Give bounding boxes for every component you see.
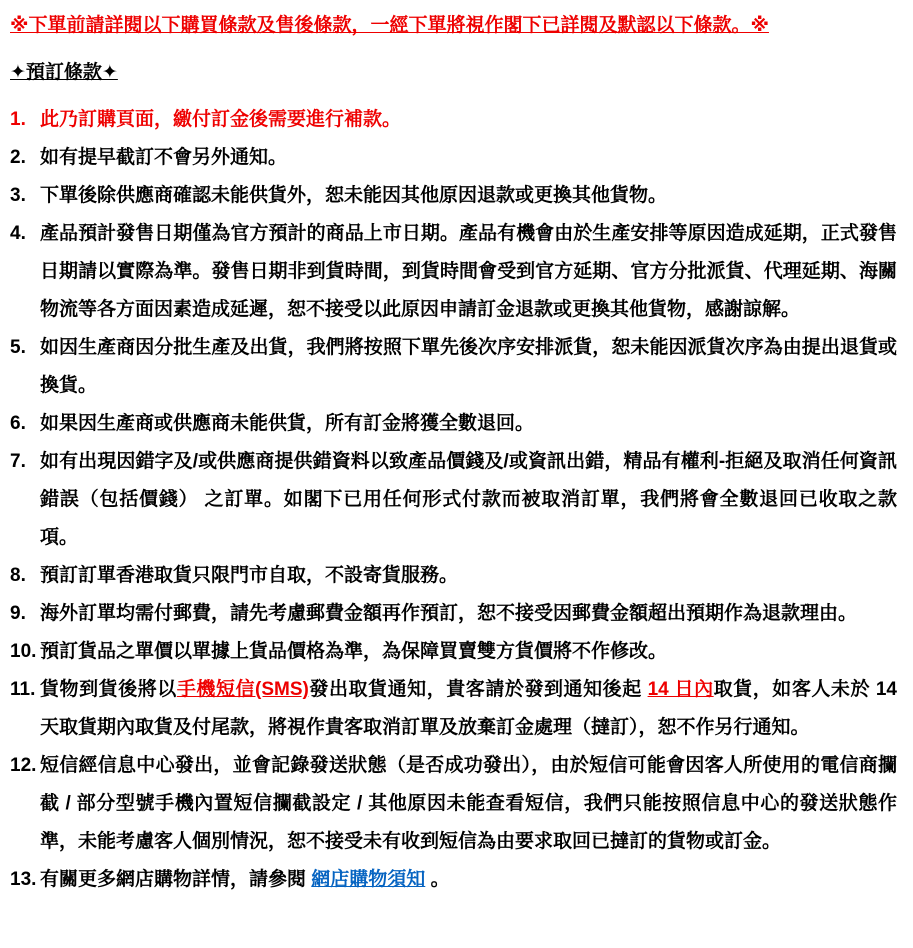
term-number: 3.	[10, 185, 26, 207]
term-item-2	[10, 139, 897, 177]
term-text-body	[40, 139, 897, 177]
term-text-segment: 預訂貨品之單價以單據上貨品價格為準，為保障買賣雙方貨價將不作修改。	[40, 641, 668, 663]
term-text-body	[40, 557, 897, 595]
term-text-segment: 貨物到貨後將以	[40, 679, 177, 701]
term-number: 11.	[10, 679, 36, 701]
term-item-10	[10, 633, 897, 671]
term-item-4	[10, 215, 897, 329]
term-text-body	[40, 595, 897, 633]
term-number: 4.	[10, 223, 26, 245]
term-text-segment: 如有出現因錯字及/或供應商提供錯資料以致產品價錢及/或資訊出錯，精品有權利-拒絕及取消任何資訊錯誤（包括價錢） 之訂單。如閣下已用任何形式付款而被取消訂單，我們將會全數退回已收取之款項。	[40, 451, 897, 549]
term-text-body	[40, 177, 897, 215]
term-text-body	[40, 861, 897, 899]
section-header-preorder-terms: ✦預訂條款✦	[10, 61, 118, 83]
term-text-body	[40, 671, 897, 747]
term-number: 5.	[10, 337, 26, 359]
term-text-body	[40, 101, 897, 139]
sms-highlight: 手機短信(SMS)	[176, 679, 309, 701]
term-number: 13.	[10, 869, 37, 891]
term-item-6	[10, 405, 897, 443]
term-text-body	[40, 329, 897, 405]
term-text-segment: 產品預計發售日期僅為官方預計的商品上市日期。產品有機會由於生產安排等原因造成延期，正式發售日期請以實際為準。發售日期非到貨時間，到貨時間會受到官方延期、官方分批派貨、代理延期、海關物流等各方面因素造成延遲，恕不接受以此原因申請訂金退款或更換其他貨物，感謝諒解。	[40, 223, 897, 321]
term-item-9	[10, 595, 897, 633]
term-number: 8.	[10, 565, 26, 587]
term-number: 7.	[10, 451, 26, 473]
term-text-segment: 海外訂單均需付郵費，請先考慮郵費金額再作預訂，恕不接受因郵費金額超出預期作為退款理由。	[40, 603, 858, 625]
term-text-segment: 有關更多網店購物詳情，請參閱	[40, 869, 312, 891]
pickup-deadline-highlight: 14 日內	[647, 679, 714, 701]
term-number: 1.	[10, 109, 26, 131]
term-text-body	[40, 633, 897, 671]
term-text-body	[40, 747, 897, 861]
page-title: ※下單前請詳閱以下購買條款及售後條款，一經下單將視作閣下已詳閱及默認以下條款。※	[10, 15, 769, 36]
term-text-segment: 。	[425, 869, 450, 891]
term-item-3	[10, 177, 897, 215]
term-number: 2.	[10, 147, 26, 169]
term-text-segment: 取貨，如客人未於 14 天取貨期內取貨及付尾款，將視作貴客取消訂單及放棄訂金處理（撻訂），恕不作另行通知。	[40, 679, 897, 739]
term-item-13	[10, 861, 897, 899]
term-text-body	[40, 443, 897, 557]
term-text-segment: 發出取貨通知，貴客請於發到通知後起	[308, 679, 648, 701]
term-number: 6.	[10, 413, 26, 435]
term-text-segment: 如有提早截訂不會另外通知。	[40, 147, 288, 169]
term-item-1	[10, 101, 897, 139]
terms-list	[10, 101, 897, 899]
term-number: 12.	[10, 755, 37, 777]
term-item-5	[10, 329, 897, 405]
term-number: 9.	[10, 603, 26, 625]
term-item-7	[10, 443, 897, 557]
term-number: 10.	[10, 641, 37, 663]
term-text-segment: 如果因生產商或供應商未能供貨，所有訂金將獲全數退回。	[40, 413, 535, 435]
term-text-body	[40, 405, 897, 443]
term-item-11	[10, 671, 897, 747]
store-guide-link[interactable]: 網店購物須知	[311, 869, 426, 891]
term-text-segment: 下單後除供應商確認未能供貨外，恕未能因其他原因退款或更換其他貨物。	[40, 185, 668, 207]
term-text-segment: 預訂訂單香港取貨只限門市自取，不設寄貨服務。	[40, 565, 459, 587]
term-text-body	[40, 215, 897, 329]
term-text-segment: 如因生產商因分批生產及出貨，我們將按照下單先後次序安排派貨，恕未能因派貨次序為由提出退貨或換貨。	[40, 337, 897, 397]
term-text-segment: 此乃訂購頁面，繳付訂金後需要進行補款。	[40, 109, 402, 131]
term-item-12	[10, 747, 897, 861]
term-text-segment: 短信經信息中心發出，並會記錄發送狀態（是否成功發出），由於短信可能會因客人所使用的電信商攔截 / 部分型號手機內置短信攔截設定 / 其他原因未能查看短信，我們只能按照信息中心的發送狀態作準，未能考慮客人個別情況，恕不接受未有收到短信為由要求取回已撻訂的貨物或訂金。	[40, 755, 897, 853]
term-item-8	[10, 557, 897, 595]
